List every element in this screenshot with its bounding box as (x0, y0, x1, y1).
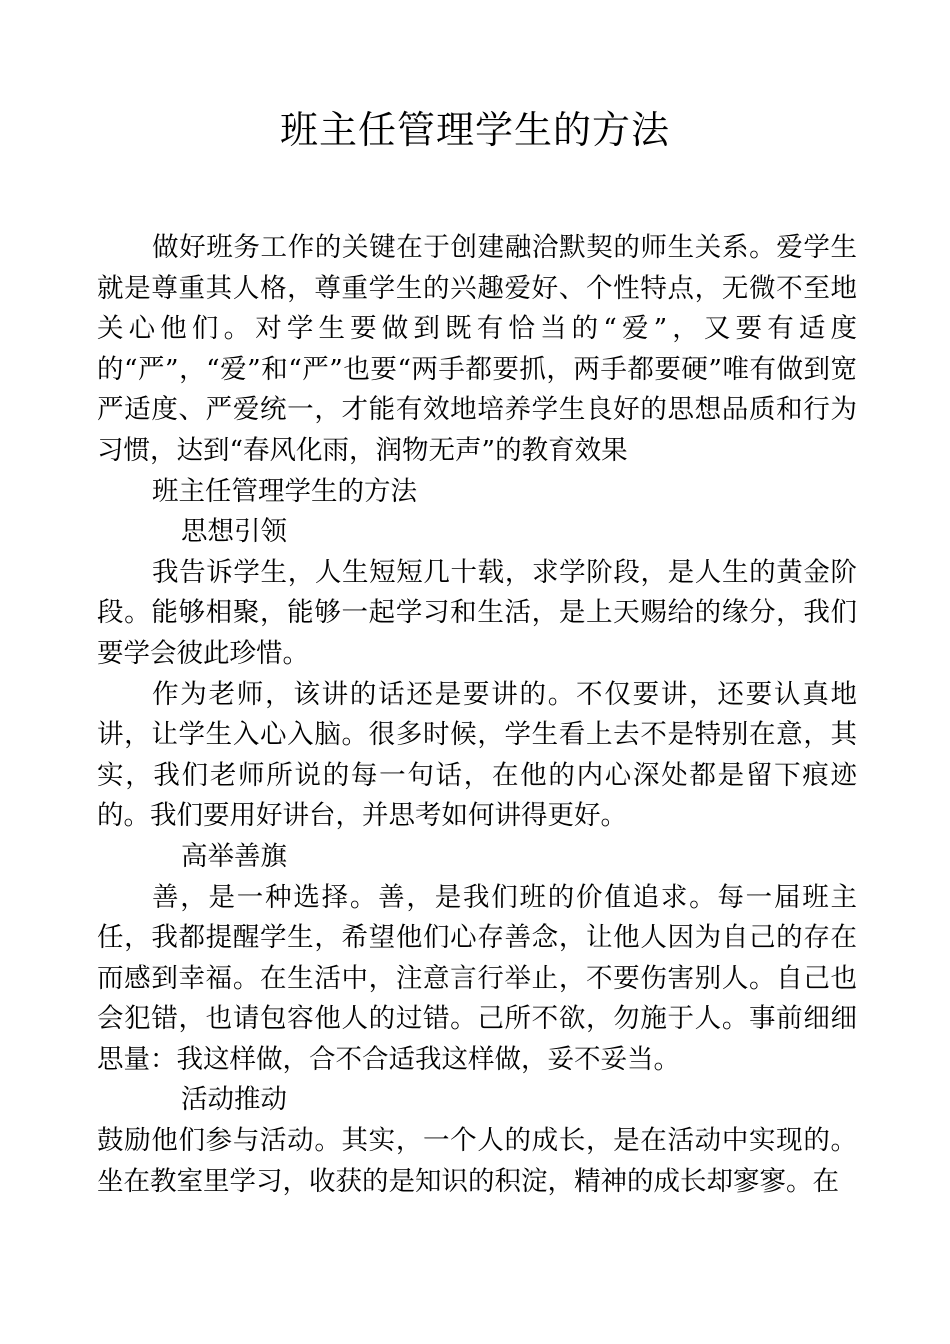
subheading-activities: 活动推动 (181, 1084, 287, 1116)
subheading-thought-guidance: 思想引领 (181, 516, 287, 548)
paragraph: 我告诉学生，人生短短几十载，求学阶段，是人生的黄金阶段。能够相聚，能够一起学习和生活，是上天赐给的缘分，我们要学会彼此珍惜。 (97, 556, 857, 669)
document-body (97, 228, 857, 1202)
intro-paragraph: 做好班务工作的关键在于创建融洽默契的师生关系。爱学生就是尊重其人格，尊重学生的兴趣爱好、个性特点，无微不至地关心他们。对学生要做到既有恰当的“爱”，又要有适度的“严”，“爱”和“严”也要“两手都要抓，两手都要硬”唯有做到宽严适度、严爱统一，才能有效地培养学生良好的思想品质和行为习惯，达到“春风化雨，润物无声”的教育效果 (97, 232, 857, 466)
paragraph: 鼓励他们参与活动。其实，一个人的成长，是在活动中实现的。坐在教室里学习，收获的是知识的积淀，精神的成长却寥寥。在 (97, 1125, 857, 1197)
paragraph: 作为老师，该讲的话还是要讲的。不仅要讲，还要认真地讲，让学生入心入脑。很多时候，学生看上去不是特别在意，其实，我们老师所说的每一句话，在他的内心深处都是留下痕迹的。我们要用好讲台，并思考如何讲得更好。 (97, 678, 857, 832)
paragraph: 善，是一种选择。善，是我们班的价值追求。每一届班主任，我都提醒学生，希望他们心存善念，让他人因为自己的存在而感到幸福。在生活中，注意言行举止，不要伤害别人。自己也会犯错，也请包容他人的过错。己所不欲，勿施于人。事前细细思量：我这样做，合不合适我这样做，妥不妥当。 (97, 881, 857, 1075)
section-heading: 班主任管理学生的方法 (152, 475, 417, 507)
document-title: 班主任管理学生的方法 (279, 108, 670, 152)
subheading-kindness: 高举善旗 (181, 840, 287, 872)
